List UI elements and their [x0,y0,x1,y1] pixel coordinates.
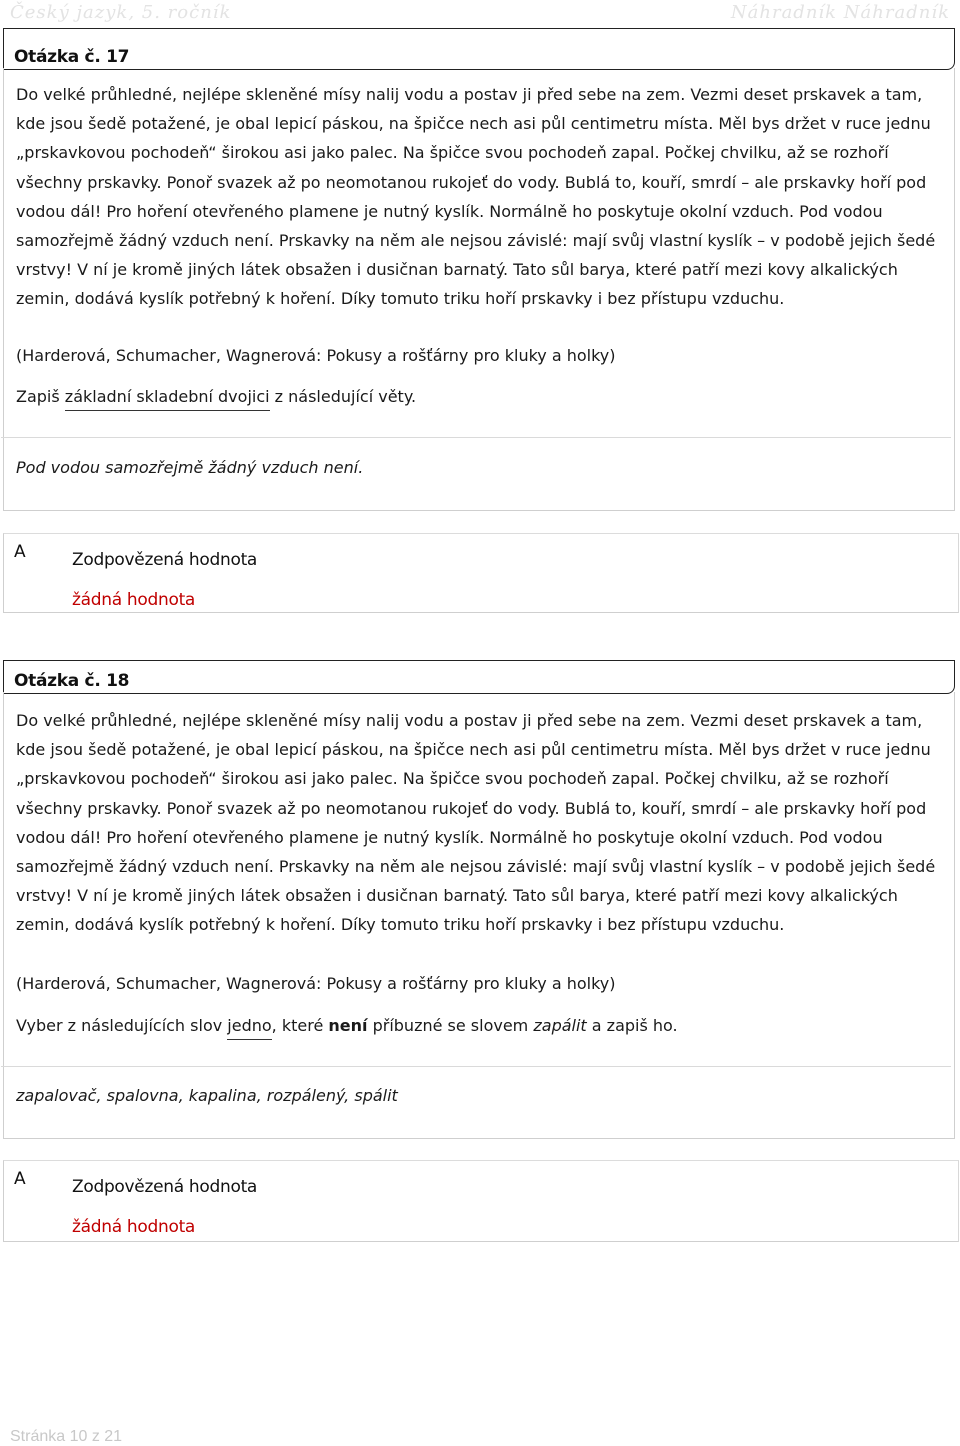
task-text: z následující věty. [269,387,417,406]
question-17-answer [3,533,959,613]
question-18-answer [3,1160,959,1242]
divider [1,437,951,438]
task-bold-text: není [328,1016,368,1035]
task-text: Zapiš [16,387,65,406]
question-17-source: (Harderová, Schumacher, Wagnerová: Pokusy a rošťárny pro kluky a holky) [16,346,616,365]
divider [1,1066,951,1067]
question-18-body [3,692,955,1139]
answer-label: Zodpovězená hodnota [72,550,258,570]
question-18-title: Otázka č. 18 [14,671,130,691]
page-header-subject: Český jazyk, 5. ročník [10,2,232,23]
answer-letter: A [14,1169,26,1189]
question-17-task [16,387,416,406]
question-18-sentence: zapalovač, spalovna, kapalina, rozpálený, spálit [16,1086,398,1105]
task-text: , které [271,1016,329,1035]
page-header-student: Náhradník Náhradník [730,2,950,23]
task-underlined-text: základní skladební dvojici [65,387,270,411]
answer-value: žádná hodnota [72,1217,196,1237]
answer-value: žádná hodnota [72,590,196,610]
question-17-text: Do velké průhledné, nejlépe skleněné mísy nalij vodu a postav ji před sebe na zem. Vezmi deset prskavek a tam, kde jsou šedě potažené, je obal lepicí páskou, na špičce nech asi půl centimetru místa. Měl bys držet v ruce jednu „prskavkovou pochodeň“ širokou asi jako palec. Na špičce svou pochodeň zapal. Počkej chvilku, až se rozhoří všechny prskavky. Ponoř svazek až po neomotanou rukojeť do vody. Bublá to, kouří, smrdí – ale prskavky hoří pod vodou dál! Pro hoření otevřeného plamene je nutný kyslík. Normálně ho poskytuje okolní vzduch. Pod vodou samozřejmě žádný vzduch není. Prskavky na něm ale nejsou závislé: mají svůj vlastní kyslík – v podobě jejich šedé vrstvy! V ní je kromě jiných látek obsažen i dusičnan barnatý. Tato sůl barya, které patří mezi kovy alkalických zemin, dodává kyslík potřebný k hoření. Díky tomuto triku hoří prskavky i bez přístupu vzduchu. [16,85,936,309]
question-18-task [16,1016,678,1035]
question-18-source: (Harderová, Schumacher, Wagnerová: Pokusy a rošťárny pro kluky a holky) [16,974,616,993]
question-17-sentence: Pod vodou samozřejmě žádný vzduch není. [16,458,364,477]
question-17-title-box [3,28,955,70]
question-18-title-box [3,660,955,694]
task-italic-text: zapálit [533,1016,587,1035]
answer-letter: A [14,542,26,562]
task-underlined-text: jedno [227,1016,271,1040]
task-text: Vyber z následujících slov [16,1016,228,1035]
page-number: Stránka 10 z 21 [10,1428,123,1445]
question-17-title: Otázka č. 17 [14,47,130,67]
question-17-body [3,68,955,511]
answer-label: Zodpovězená hodnota [72,1177,258,1197]
task-text: a zapiš ho. [586,1016,678,1035]
task-text: příbuzné se slovem [367,1016,534,1035]
question-18-text: Do velké průhledné, nejlépe skleněné mísy nalij vodu a postav ji před sebe na zem. Vezmi deset prskavek a tam, kde jsou šedě potažené, je obal lepicí páskou, na špičce nech asi půl centimetru místa. Měl bys držet v ruce jednu „prskavkovou pochodeň“ širokou asi jako palec. Na špičce svou pochodeň zapal. Počkej chvilku, až se rozhoří všechny prskavky. Ponoř svazek až po neomotanou rukojeť do vody. Bublá to, kouří, smrdí – ale prskavky hoří pod vodou dál! Pro hoření otevřeného plamene je nutný kyslík. Normálně ho poskytuje okolní vzduch. Pod vodou samozřejmě žádný vzduch není. Prskavky na něm ale nejsou závislé: mají svůj vlastní kyslík – v podobě jejich šedé vrstvy! V ní je kromě jiných látek obsažen i dusičnan barnatý. Tato sůl barya, které patří mezi kovy alkalických zemin, dodává kyslík potřebný k hoření. Díky tomuto triku hoří prskavky i bez přístupu vzduchu. [16,711,936,935]
